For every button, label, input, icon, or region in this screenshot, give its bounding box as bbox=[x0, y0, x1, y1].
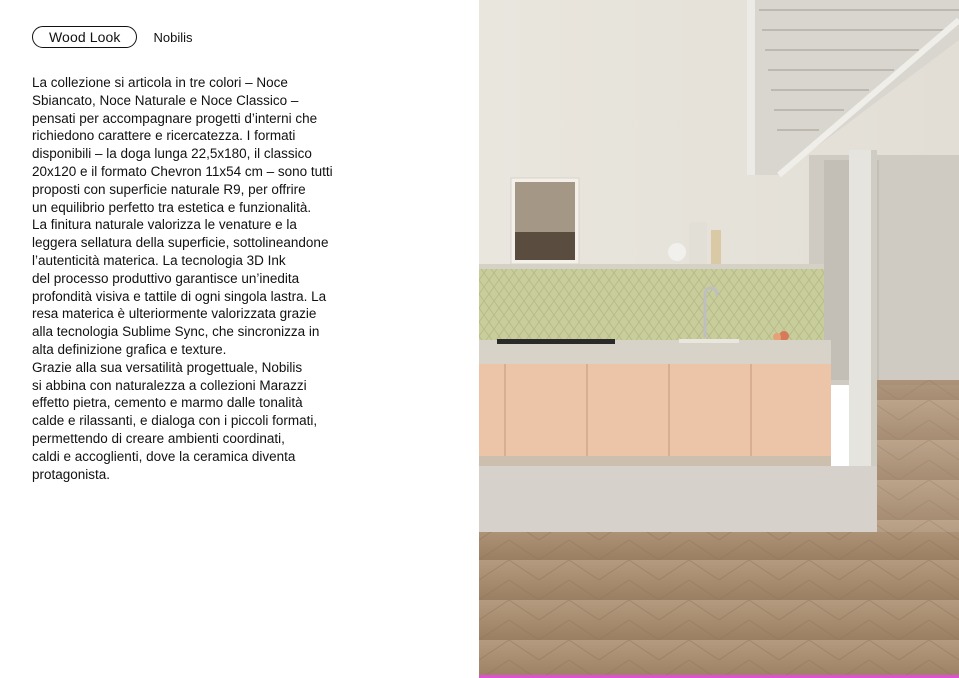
text-line: 20x120 e il formato Chevron 11x54 cm – sono tutti bbox=[32, 163, 333, 179]
text-line: l’autenticità materica. La tecnologia 3D Ink bbox=[32, 252, 286, 268]
header-row bbox=[32, 26, 192, 48]
text-line: resa materica è ulteriormente valorizzata grazie bbox=[32, 306, 317, 322]
text-line: La finitura naturale valorizza le venature e la bbox=[32, 217, 297, 233]
category-tag[interactable]: Wood Look bbox=[32, 26, 137, 48]
text-line: disponibili – la doga lunga 22,5x180, il classico bbox=[32, 146, 312, 162]
text-column bbox=[0, 0, 479, 678]
text-line: Sbiancato, Noce Naturale e Noce Classico – bbox=[32, 92, 299, 108]
text-line: caldi e accoglienti, dove la ceramica diventa bbox=[32, 448, 296, 464]
text-line: Grazie alla sua versatilità progettuale, Nobilis bbox=[32, 359, 303, 375]
text-line: permettendo di creare ambienti coordinati, bbox=[32, 430, 285, 446]
floor-wood bbox=[479, 532, 959, 678]
text-line: del processo produttivo garantisce un’inedita bbox=[32, 270, 300, 286]
text-line: un equilibrio perfetto tra estetica e funzionalità. bbox=[32, 199, 312, 215]
text-line: pensati per accompagnare progetti d’interni che bbox=[32, 110, 318, 126]
text-line: protagonista. bbox=[32, 466, 111, 482]
description-paragraph bbox=[32, 74, 372, 483]
text-line: leggera sellatura della superficie, sottolineandone bbox=[32, 235, 329, 251]
text-line: proposti con superficie naturale R9, per offrire bbox=[32, 181, 306, 197]
text-line: alla tecnologia Sublime Sync, che sincronizza in bbox=[32, 324, 320, 340]
text-line: La collezione si articola in tre colori – Noce bbox=[32, 75, 288, 90]
collection-name: Nobilis bbox=[153, 29, 193, 45]
cabinets bbox=[479, 364, 831, 456]
text-line: si abbina con naturalezza a collezioni Marazzi bbox=[32, 377, 307, 393]
kitchen-interior-photo bbox=[479, 0, 959, 678]
text-line: richiedono carattere e ricercatezza. I formati bbox=[32, 128, 296, 144]
shelf bbox=[479, 264, 824, 269]
floor-stone bbox=[479, 466, 877, 532]
text-line: profondità visiva e tattile di ogni singola lastra. La bbox=[32, 288, 327, 304]
text-line: effetto pietra, cemento e marmo dalle tonalità bbox=[32, 395, 303, 411]
backsplash bbox=[479, 269, 824, 342]
text-line: alta definizione grafica e texture. bbox=[32, 341, 227, 357]
text-line: calde e rilassanti, e dialoga con i piccoli formati, bbox=[32, 413, 318, 429]
